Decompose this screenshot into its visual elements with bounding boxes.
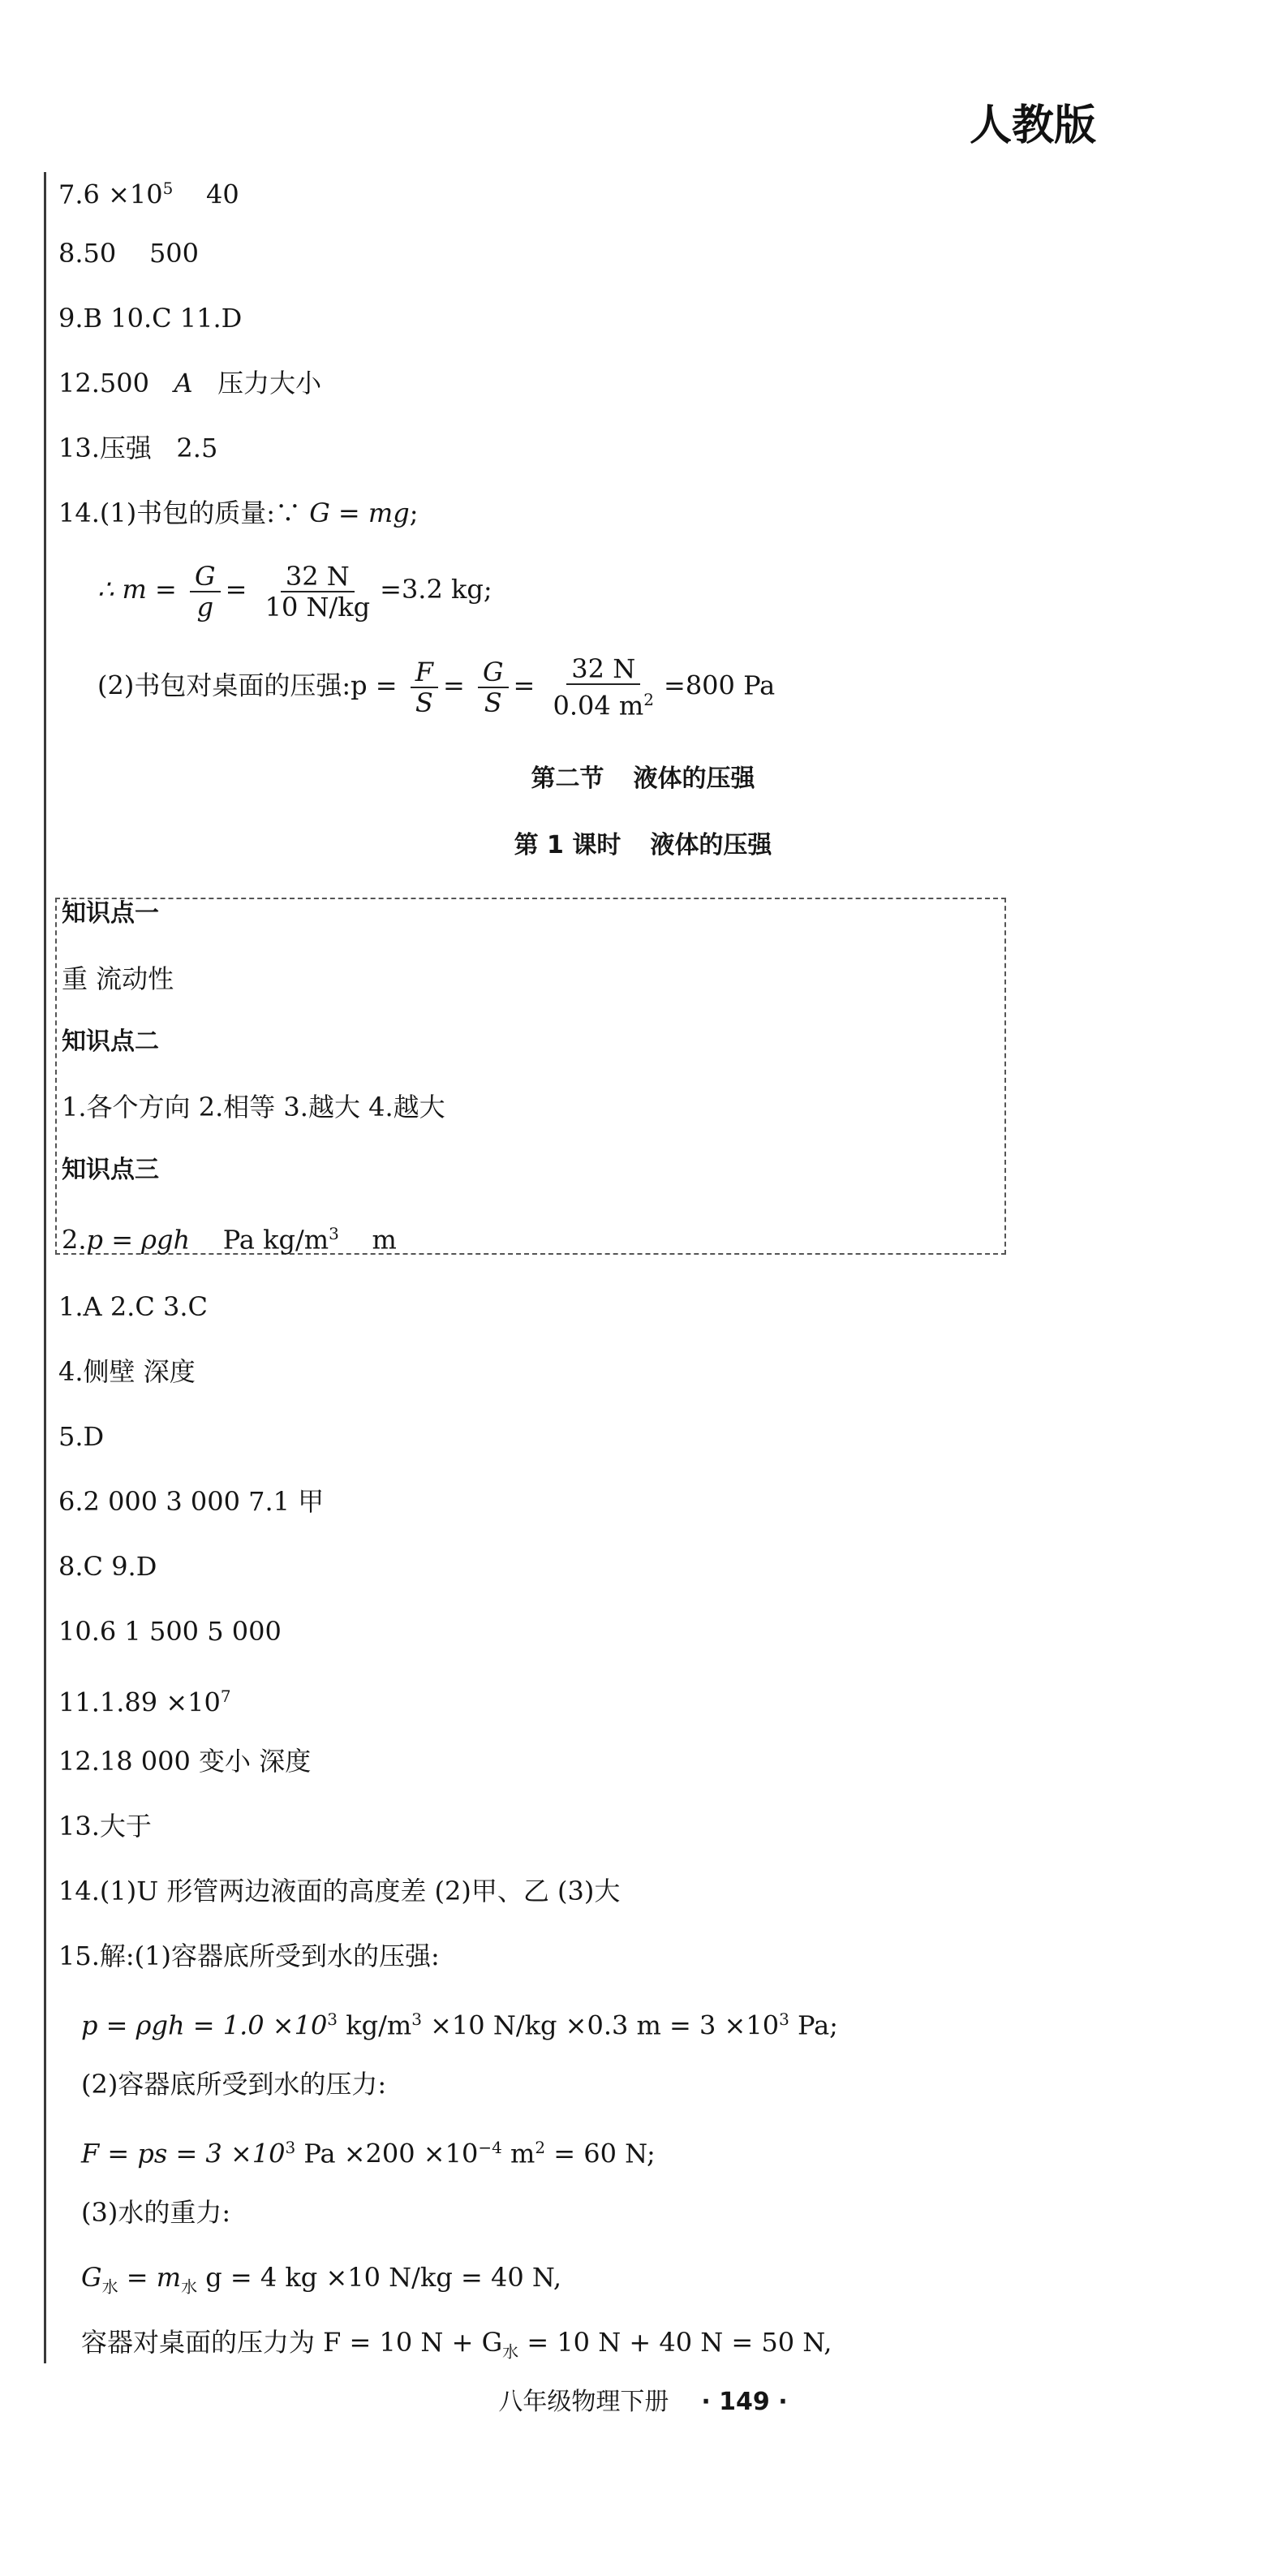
fraction-denominator: S bbox=[415, 687, 433, 718]
b15-l6-part-b: = 10 N + 40 N = 50 N, bbox=[518, 2327, 832, 2358]
book-title: 八年级物理下册 bbox=[498, 2388, 669, 2416]
answer-13 bbox=[58, 432, 217, 464]
answer-14-pressure-intro: (2)书包对桌面的压强:p = bbox=[97, 670, 398, 701]
kp3-number: 2. bbox=[62, 1224, 87, 1256]
fraction-g-over-g bbox=[190, 562, 221, 622]
answer-14-mass-result: =3.2 kg; bbox=[380, 574, 492, 605]
b15-l3-part-c: m bbox=[501, 2138, 535, 2169]
fraction-numerator: F bbox=[415, 656, 433, 687]
fraction-f-over-s bbox=[411, 657, 438, 717]
fraction-denominator: g bbox=[196, 591, 214, 622]
fraction-32n-over-10nkg bbox=[260, 562, 376, 622]
answer-b15-weight-line bbox=[81, 2261, 561, 2302]
answer-14-intro: 14.(1)书包的质量:∵ bbox=[58, 498, 302, 528]
answer-8-value: 8.50 bbox=[58, 238, 117, 269]
knowledge-point-1-title: 知识点一 bbox=[62, 899, 159, 928]
answer-12 bbox=[58, 367, 321, 399]
answer-13-tail: 2.5 bbox=[176, 433, 218, 463]
answer-b15-step3: (3)水的重力: bbox=[81, 2197, 231, 2228]
b15-l1-exp3: 3 bbox=[779, 2010, 789, 2029]
answer-b14: 14.(1)U 形管两边液面的高度差 (2)甲、乙 (3)大 bbox=[58, 1876, 621, 1906]
answer-13-value: 13.压强 bbox=[58, 433, 152, 463]
section-number: 第二节 bbox=[531, 765, 604, 793]
b15-l5-part-a: G bbox=[81, 2262, 102, 2293]
knowledge-point-3-content bbox=[62, 1217, 397, 1256]
edition-label: 人教版 bbox=[970, 101, 1097, 150]
b15-l3-part-d: = 60 N; bbox=[545, 2138, 656, 2169]
answer-12-tail: 压力大小 bbox=[217, 368, 322, 398]
answer-8-tail: 500 bbox=[148, 238, 200, 269]
b15-l6-part-a: 容器对桌面的压力为 F = 10 N + G bbox=[81, 2327, 503, 2358]
kp3-units: Pa kg/m bbox=[222, 1224, 329, 1256]
b15-l1-exp2: 3 bbox=[411, 2010, 422, 2029]
kp3-units-exponent: 3 bbox=[329, 1224, 339, 1243]
b15-l1-part-b: kg/m bbox=[338, 2010, 412, 2041]
section-name: 液体的压强 bbox=[633, 765, 755, 793]
fraction-exponent: 2 bbox=[643, 690, 654, 709]
b15-l6-sub: 水 bbox=[502, 2341, 519, 2362]
answer-14-head bbox=[58, 497, 419, 529]
answer-b11-value: 11.1.89 ×10 bbox=[58, 1686, 221, 1718]
answer-14-formula: G = mg bbox=[309, 498, 410, 528]
answer-9-11: 9.B 10.C 11.D bbox=[58, 303, 243, 334]
knowledge-point-2-title: 知识点二 bbox=[62, 1027, 159, 1056]
answer-b15-step2: (2)容器底所受到水的压力: bbox=[81, 2069, 387, 2100]
answer-8 bbox=[58, 237, 199, 269]
answer-7 bbox=[58, 172, 239, 211]
b15-l1-part-c: ×10 N/kg ×0.3 m = 3 ×10 bbox=[421, 2010, 780, 2041]
answer-12-var: A bbox=[174, 368, 193, 398]
lesson-number: 第 1 课时 bbox=[514, 831, 621, 859]
kp3-units-tail: m bbox=[372, 1224, 397, 1256]
margin-rule bbox=[44, 172, 46, 2363]
answer-b1-3: 1.A 2.C 3.C bbox=[58, 1291, 209, 1322]
fraction-numerator: G bbox=[482, 656, 504, 687]
answer-14-semicolon: ; bbox=[409, 498, 419, 528]
answer-b11 bbox=[58, 1680, 231, 1719]
lesson-title bbox=[0, 825, 1286, 860]
answer-b13: 13.大于 bbox=[58, 1811, 152, 1842]
answer-b15-pressure-line bbox=[81, 2003, 838, 2042]
b15-l5-part-b: = m bbox=[118, 2262, 182, 2293]
knowledge-point-1-content: 重 流动性 bbox=[62, 963, 174, 994]
b15-l3-part-a: F = ps = 3 ×10 bbox=[81, 2138, 286, 2169]
b15-l5-sub2: 水 bbox=[181, 2277, 198, 2297]
fraction-denominator: 10 N/kg bbox=[265, 591, 371, 622]
answer-7-value: 7.6 ×10 bbox=[58, 179, 163, 210]
answer-b15-table-force-line bbox=[81, 2326, 832, 2367]
knowledge-point-3-title: 知识点三 bbox=[62, 1156, 159, 1184]
b15-l5-sub1: 水 bbox=[101, 2277, 118, 2297]
b15-l3-exp1: 3 bbox=[285, 2138, 296, 2157]
kp3-formula: p = ρgh bbox=[86, 1224, 191, 1256]
section-title bbox=[0, 758, 1286, 794]
answer-14-pressure-result: =800 Pa bbox=[664, 670, 776, 701]
fraction-denominator: 0.04 m bbox=[553, 690, 644, 722]
lesson-name: 液体的压强 bbox=[650, 831, 772, 859]
b15-l3-exp2: −4 bbox=[478, 2138, 502, 2157]
answer-7-tail: 40 bbox=[206, 179, 239, 210]
answer-b15-force-line bbox=[81, 2131, 656, 2170]
answer-14-mass-calc: ∴ m = $\frac{G}{g}$ = $\frac{32 N}{10 N/kg}$ =3.2 kg; bbox=[97, 560, 492, 622]
fraction-numerator: 32 N bbox=[281, 562, 355, 592]
answer-b12: 12.18 000 变小 深度 bbox=[58, 1746, 312, 1777]
b15-l1-part-a: p = ρgh = 1.0 ×10 bbox=[81, 2010, 328, 2041]
knowledge-point-2-content: 1.各个方向 2.相等 3.越大 4.越大 bbox=[62, 1092, 445, 1122]
fraction-numerator: G bbox=[195, 560, 216, 592]
b15-l1-exp1: 3 bbox=[327, 2010, 338, 2029]
page-number: · 149 · bbox=[701, 2388, 788, 2416]
page-footer bbox=[0, 2381, 1286, 2417]
answer-b10: 10.6 1 500 5 000 bbox=[58, 1616, 282, 1647]
b15-l1-part-d: Pa; bbox=[789, 2010, 838, 2041]
fraction-g-over-s bbox=[478, 657, 509, 717]
fraction-denominator: S bbox=[484, 687, 502, 718]
fraction-numerator: 32 N bbox=[566, 654, 640, 685]
therefore-label: ∴ m = bbox=[97, 574, 177, 605]
b15-l3-exp3: 2 bbox=[535, 2138, 546, 2157]
answer-b8-9: 8.C 9.D bbox=[58, 1551, 157, 1582]
knowledge-points-box bbox=[55, 898, 1006, 1255]
answer-7-exponent: 5 bbox=[162, 179, 174, 198]
answer-b6-7: 6.2 000 3 000 7.1 甲 bbox=[58, 1486, 325, 1517]
answer-14-pressure-calc: (2)书包对桌面的压强:p = $\frac{F}{S}$ = $\frac{G}{S}$ = $\frac{32 N}{0.04 m^2}$ =800 Pa bbox=[97, 653, 776, 722]
answer-b5: 5.D bbox=[58, 1421, 105, 1452]
answer-12-value: 12.500 bbox=[58, 368, 149, 398]
b15-l5-part-c: g = 4 kg ×10 N/kg = 40 N, bbox=[197, 2262, 561, 2293]
answer-b15-head: 15.解:(1)容器底所受到水的压强: bbox=[58, 1941, 440, 1971]
fraction-32n-over-area bbox=[548, 654, 660, 721]
answer-b11-exponent: 7 bbox=[220, 1686, 231, 1706]
answer-b4: 4.侧壁 深度 bbox=[58, 1356, 196, 1387]
b15-l3-part-b: Pa ×200 ×10 bbox=[295, 2138, 479, 2169]
